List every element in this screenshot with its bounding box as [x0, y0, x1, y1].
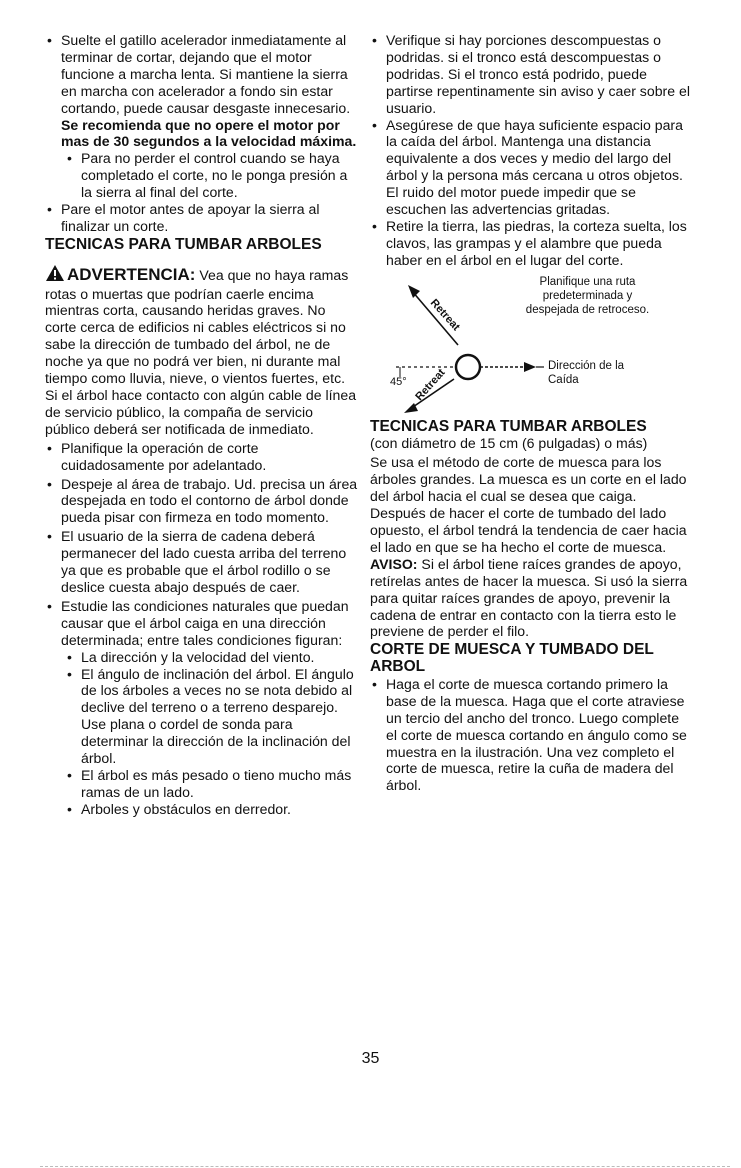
sub-list-item: • El árbol es más pesado o tieno mucho más ramas de un lado. — [45, 767, 360, 801]
sub-list-item: • Arboles y obstáculos en derredor. — [45, 801, 360, 818]
warning-paragraph — [45, 264, 360, 438]
list-item: • Verifique si hay porciones descompuestas o podridas. si el tronco está descompuestas o podridas. Si el tronco está podrido, puede partirse repentinamente sin aviso y caer sobre el usuario. — [370, 32, 690, 117]
retreat-route-label: Planifique una ruta predeterminada y despejada de retroceso. — [525, 275, 650, 316]
retreat-label-upper: Retreat — [427, 296, 463, 333]
section-heading: TECNICAS PARA TUMBAR ARBOLES — [370, 417, 647, 435]
body-paragraph: Se usa el método de corte de muesca para los árboles grandes. La muesca es un corte en el lado del árbol hacia el cual se desea que caiga. Después de hacer el corte de tumbado del lado opuesto, el árbol tendrá la tendencia de caer hacia el lado en que se ha hecho el corte de muesca. — [370, 454, 687, 555]
notice-text: Si el árbol tiene raíces grandes de apoyo, retírelas antes de hacer la muesca. Si usó la sierra para quitar raíces grandes de apoyo, prevenir la cadena de entrar en contacto con la tierra esto le previene de perder el filo. — [370, 555, 688, 640]
fall-direction-label: Dirección de la Caída — [548, 359, 625, 386]
felling-diagram — [370, 273, 690, 413]
list-item: • El usuario de la sierra de cadena deberá permanecer del lado cuesta arriba del terreno ya que es probable que el árbol rodillo o se deslice cuesta abajo después de caer. — [45, 528, 360, 596]
bold-recommendation: Se recomienda que no opere el motor por mas de 30 segundos a la velocidad máxima. — [61, 116, 357, 150]
list-item: • Pare el motor antes de apoyar la sierra al finalizar un corte. — [45, 201, 360, 235]
list-item: • Retire la tierra, las piedras, la corteza suelta, los clavos, las grampas y el alambre que pueda haber en el árbol en el lugar del corte. — [370, 218, 690, 269]
sub-list-item: • La dirección y la velocidad del viento. — [45, 649, 360, 666]
warning-title: ADVERTENCIA: — [67, 264, 196, 284]
list-item: • Despeje al área de trabajo. Ud. precisa un área despejada en todo el contorno de árbol donde pueda pisar con firmeza en todo momento. — [45, 476, 360, 527]
left-column — [45, 32, 360, 818]
list-item — [45, 32, 360, 150]
list-item: • Planifique la operación de corte cuidadosamente por adelantado. — [45, 440, 360, 474]
list-item: • Estudie las condiciones naturales que puedan causar que el árbol caiga en una dirección determinada; entre tales condiciones figuran: — [45, 598, 360, 649]
list-item: • Haga el corte de muesca cortando primero la base de la muesca. Haga que el corte atraviese un tercio del ancho del tronco. Luego complete el corte de muesca cortando en ángulo como se muestra en la ilustración. Una vez completo el corte de muesca, retire la cuña de madera del árbol. — [370, 676, 690, 794]
page-number: 35 — [361, 1050, 380, 1067]
sub-list-item: • Para no perder el control cuando se haya completado el corte, no le ponga presión a la sierra al final del corte. — [45, 150, 360, 201]
angle-label: 45° — [390, 375, 407, 388]
heading-subtitle: (con diámetro de 15 cm (6 pulgadas) o más) — [370, 435, 648, 452]
fall-direction-arrowhead — [524, 362, 536, 372]
page-bottom-divider — [40, 1166, 730, 1167]
right-column — [370, 32, 690, 794]
sub-list-item: • El ángulo de inclinación del árbol. El ángulo de los árboles a veces no se nota debido al declive del terreno o a terreno desparejo. Use plana o cordel de sonda para determinar la dirección de la inclinación del árbol. — [45, 666, 360, 767]
warning-text: Vea que no haya ramas rotas o muertas que podrían caerle encima mientras corta, causando heridas graves. No corte cerca de edificios ni cables eléctricos si no sabe la dirección de tumbado del árbol, ne de noche ya que no podrá ver bien, ni durante mal tiempo como lluvia, nieve, o vientos fuertes, etc. Si el árbol hace contacto con algún cable de línea de servicio público, la compaña de servicio público deberá ser notificada de inmediato. — [45, 266, 357, 437]
retreat-arrowhead-upper — [408, 285, 420, 298]
section-heading: TECNICAS PARA TUMBAR ARBOLES — [45, 235, 322, 253]
notice-label: AVISO: — [370, 555, 418, 572]
tree-trunk — [456, 355, 480, 379]
section-heading: CORTE DE MUESCA Y TUMBADO DEL ARBOL — [370, 641, 654, 676]
bullet-text: Suelte el gatillo acelerador inmediatamente al terminar de cortar, dejando que el motor funcione a marcha lenta. Si mantiene la sierra en marcha con acelerador a fondo sin estar cortando, puede causar desgaste innecesario. — [61, 32, 351, 116]
list-item: • Asegúrese de que haya suficiente espacio para la caída del árbol. Mantenga una distancia equivalente a dos veces y medio del largo del árbol y la persona más cercana u otros objetos. El ruido del motor puede impedir que se escuchen las advertencias gritadas. — [370, 117, 690, 218]
warning-triangle-icon — [45, 264, 65, 286]
retreat-label-lower: Retreat — [413, 366, 448, 403]
notice-paragraph — [370, 556, 690, 641]
